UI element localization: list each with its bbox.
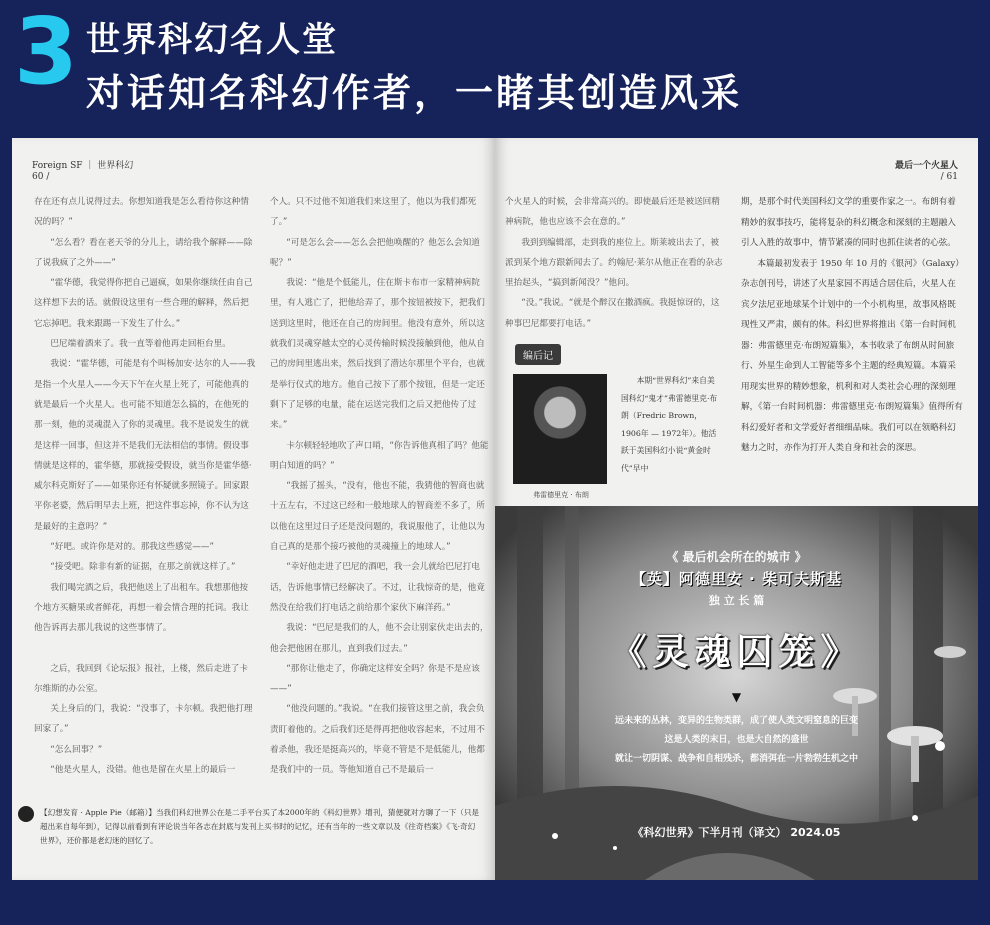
photo-caption: 弗雷德里克 · 布朗 bbox=[533, 491, 589, 499]
paragraph: 我说：“霍华德，可能是有个叫杨加安·达尔的人——我是指一个火星人——今天下午在火星上死了，可能他真的就是最后一个火星人。也可能不知道怎么搞的，在他死的那一刻，他的灵魂混入了你的灵魂里。我不是说发生的就是这样一回事，但这并不是我们无法相信的事情。假设事情就是这样的，霍华德，那就接受假设，就当你是霍华德·威尔科克斯好了——如果你还有怀疑就多照镜子。回家跟平你老婆，然后明早去上班，把这件事忘掉，你不认为这是最好的主意吗？” bbox=[34, 359, 256, 532]
section-number: 3 bbox=[14, 0, 79, 105]
footnote-text: 【幻想发育 · Apple Pie（邮箱）】当我们科幻世界公在是二手平台买了本2000年的《科幻世界》增刊，猜便就对方聊了一下（只是超出来自每年到），记得以前看到有评论说当年各志在封底与发刊上买书时的记忆，还有当年的一些文章以及《往奇档案》《飞·奇幻世界》，还价都是老幻迷的回忆了。 bbox=[40, 808, 480, 845]
paragraph: “我摇了摇头，“没有，他也不能，我猜他的智商也就十五左右，不过这已经和一般地球人的智商差不多了，所以他在这里过日子还是没问题的，我说服他了，让他以为自己真的是那个接巧被他的灵魂撞上的地球人。” bbox=[270, 481, 485, 553]
paragraph: 本篇最初发表于 1950 年 10 月的《银河》（Galaxy）杂志创刊号，讲述了火星家园不再适合居住后，火星人在宾夕法尼亚地球某个计划中的一个小机构里，故事风格既现性又严肃，颇有的体。科幻世界将推出《第一台时间机器：弗雷德里克·布朗短篇集》，本书收录了布朗从时间旅行、外星生命到人工智能等多个主题的经典短篇。本篇采用现实世界的精妙想象，机利和对人类社会心理的深刻理解，《第一台时间机器：弗雷德里克·布朗短篇集》值得所有科幻爱好者和文学爱好者细细品味。我们可以在领略科幻魅力之时，亦作为打开人类自身和社会的深思。 bbox=[741, 258, 963, 453]
poster-line: 就让一切阴谋、战争和自相残杀，都消弭在一片勃勃生机之中 bbox=[614, 754, 858, 764]
page-number-left: 60 / bbox=[32, 172, 50, 182]
paragraph: 个火星人的时候，会非常高兴的。即使最后还是被送回精神病院，他也应该不会在意的。” bbox=[505, 197, 720, 228]
poster-issue: 《科幻世界》下半月刊（译文） 2024.05 bbox=[632, 826, 841, 839]
poster-line: 这是人类的末日，也是大自然的盛世 bbox=[664, 735, 809, 745]
triangle-down-icon: ▼ bbox=[731, 690, 742, 704]
paragraph: “他没问题的。”我说。“在我们接管这里之前，我会负责盯着他的。之后我们还是得再把他收容起来，不过用不着杀他，我还是挺高兴的，毕竟不管是不是低能儿，他都是我们中的一员。等他知道自己不是最后一 bbox=[270, 704, 485, 776]
left-column-1 bbox=[34, 192, 256, 780]
paragraph: “可是怎么会——怎么会把他唤醒的？他怎么会知道呢？” bbox=[270, 237, 480, 268]
paragraph: “霍华德，我觉得你把自己逼疯，如果你继续任由自己这样想下去的话。就假设这里有一些合理的解释，然后把它忘掉吧。我来跟踢一下发生了什么。” bbox=[34, 278, 253, 329]
author-bio: 本期“世界科幻”来自美国科幻“鬼才”弗雷德里克·布朗（Fredric Brown，1906年 — 1972年）。他活跃于美国科幻小说“黄金时代”早中 bbox=[621, 376, 718, 473]
page-header bbox=[0, 0, 990, 128]
poster-author: 【英】阿德里安 · 柴可夫斯基 bbox=[630, 570, 843, 588]
header-subtitle: 对话知名科幻作者，一睹其创造风采 bbox=[86, 71, 743, 115]
paragraph: 我到到编辑部，走到我的座位上。斯莱坡出去了，被派到某个地方跟新闻去了。约翰尼·莱尔从他正在看的杂志里抬起头，“搞到新闻没？”他问。 bbox=[505, 237, 723, 289]
author-photo bbox=[513, 374, 607, 484]
reader-footnote bbox=[40, 806, 480, 848]
page-number-right: / 61 bbox=[940, 172, 958, 182]
alien-head-icon bbox=[18, 806, 34, 822]
right-column-2 bbox=[741, 192, 963, 459]
running-head-right: 最后一个火星人 bbox=[894, 161, 958, 171]
paragraph: “幸好他走进了巴尼的酒吧，我一会儿就给巴尼打电话，告诉他事情已经解决了。不过，让我惊奇的是，他竟然没在给我们打电话之前给那个家伙下麻洋药。” bbox=[270, 562, 485, 613]
poster-line: 远未来的丛林，变异的生物类群，成了使人类文明窒息的巨变 bbox=[614, 716, 858, 726]
paragraph: “他是火星人，没错。他也是留在火星上的最后一 bbox=[50, 765, 236, 776]
story-poster bbox=[495, 506, 978, 880]
poster-form: 独 立 长 篇 bbox=[708, 594, 765, 607]
paragraph: “好吧。或许你是对的。那我这些感觉——” bbox=[50, 542, 214, 553]
left-column-2 bbox=[270, 192, 492, 781]
paragraph: 存在还有点儿说得过去。你想知道我是怎么看待你这种情况的吗？” bbox=[34, 197, 249, 228]
paragraph: 巴尼端着酒来了。我一直等着他再走回柜台里。 bbox=[50, 339, 231, 350]
right-page bbox=[495, 138, 978, 880]
editor-note-badge: 编后记 bbox=[515, 344, 561, 365]
paragraph: “那你让他走了，你确定这样安全吗？你是不是应该——” bbox=[270, 663, 480, 695]
paragraph: 我们喝完酒之后，我把他送上了出租车。我想那他按个地方买糖果或者鲜花，再想一着会情合理的托词。我让他告诉再去那儿我说的这些事情了。 bbox=[34, 582, 249, 634]
paragraph: 卡尔顿轻轻地吹了声口哨，“你告诉他真相了吗？他能明白知道的吗？” bbox=[270, 440, 489, 471]
poster-title: 《灵魂囚笼》 bbox=[610, 632, 863, 673]
paragraph: 个人。只不过他不知道我们来这里了，他以为我们都死了。” bbox=[270, 197, 477, 228]
paragraph: 之后，我回到《论坛报》报社，上楼，然后走进了卡尔维斯的办公室。 bbox=[34, 663, 248, 694]
paragraph: “怎么回事？” bbox=[50, 744, 103, 755]
magazine-spread bbox=[12, 138, 978, 880]
paragraph: “没。”我说。“就是个醉汉在撒酒疯。我挺惊讶的，这种事巴尼都要打电话。” bbox=[505, 298, 720, 329]
paragraph: 我说：“巴尼是我们的人，他不会让别家伙走出去的，他会把他困在那儿，直到我们过去。” bbox=[270, 623, 489, 654]
paragraph: “怎么看？看在老天爷的分儿上，请给我个解释——除了说我疯了之外——” bbox=[34, 237, 253, 268]
paragraph: 期，是那个时代美国科幻文学的重要作家之一。布朗有着精妙的叙事技巧，能将复杂的科幻概念和深刻的主题融入引人入胜的故事中，情节紧凑的同时也抓住读者的心弦。 bbox=[741, 197, 956, 248]
running-head-left: Foreign SF ｜ 世界科幻 bbox=[32, 161, 134, 171]
left-page bbox=[12, 138, 495, 880]
right-column-1 bbox=[505, 192, 727, 334]
poster-kicker: 《 最后机会所在的城市 》 bbox=[666, 550, 807, 564]
header-title: 世界科幻名人堂 bbox=[86, 20, 338, 60]
paragraph: 关上身后的门，我说：“没事了，卡尔顿。我把他打理回家了。” bbox=[34, 704, 253, 735]
paragraph: 我说：“他是个低能儿，住在斯卡布市一家精神病院里，有人逃亡了，把他给弄了，那个按钮被按下，把我们送到这里时，他还在自己的房间里。他没有意外，所以这就我们灵魂穿越太空的心灵传输时候没接触到他，他从自己的房间里逃出来，然后找到了潜达尔那里个平台，也就是举行仪式的地方。他自己按下了那个按钮，但是一定还剩下了足够的电量，能在运送完我们之后又把他传了过来。” bbox=[270, 278, 485, 431]
paragraph: “接受吧。除非有新的证据，在那之前就这样了。” bbox=[50, 562, 236, 573]
